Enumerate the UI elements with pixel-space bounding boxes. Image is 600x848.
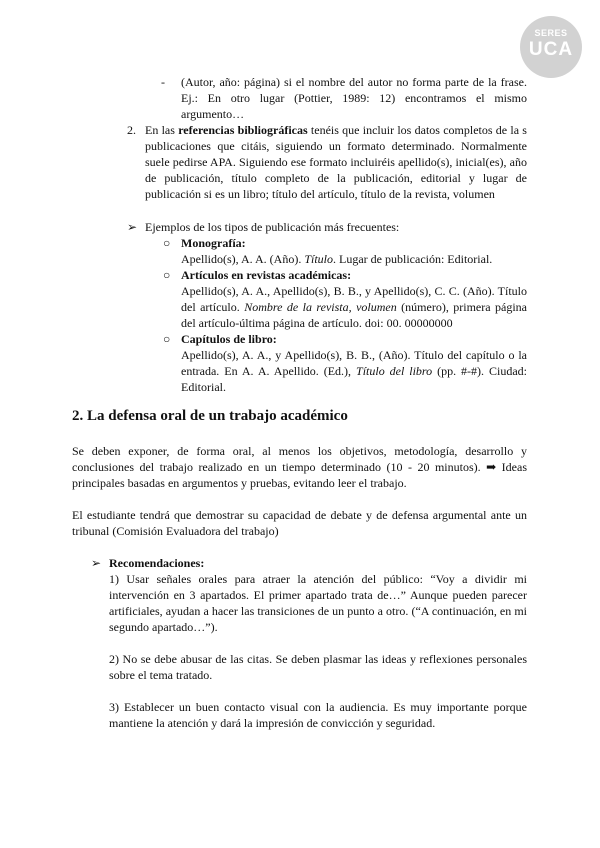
arrow-bullet-icon: ➢ bbox=[91, 556, 102, 570]
bold-term: referencias bibliográficas bbox=[178, 123, 308, 137]
example-body: Apellido(s), A. A., y Apellido(s), B. B., (Año). Título del capítulo o la entrada. En A. A. Apellido. (Ed.), Título del libro (pp. #-#). Ciudad: Editorial. bbox=[181, 348, 527, 394]
recommendations-title: Recomendaciones: bbox=[109, 556, 205, 570]
list-number: 2. bbox=[127, 123, 136, 137]
example-body: Apellido(s), A. A. (Año). Título. Lugar de publicación: Editorial. bbox=[181, 252, 493, 266]
example-title: Capítulos de libro: bbox=[181, 332, 277, 346]
circle-bullet-icon: ○ bbox=[163, 268, 171, 282]
recommendation-item: 3) Establecer un buen contacto visual con la audiencia. Es muy importante porque mantiene la atención y dará la impresión de convicción y seguridad. bbox=[109, 700, 527, 730]
section-paragraph-2: El estudiante tendrá que demostrar su capacidad de debate y de defensa argumental ante un tribunal (Comisión Evaluadora del trabajo) bbox=[72, 508, 527, 538]
logo-line-1: SERES bbox=[534, 28, 568, 38]
examples-intro: Ejemplos de los tipos de publicación más frecuentes: bbox=[145, 220, 400, 234]
references-paragraph: En las referencias bibliográficas tenéis que incluir los datos completos de la s publicaciones que citáis, siguiendo un formato determinado. Normalmente suele pedirse APA. Siguiendo ese formato incluiréis apellido(s), inicial(es), año de publicación, título completo de la publicación, editorial y lugar de publicación si es un libro; título del artículo, título de la revista, volumen bbox=[145, 123, 527, 201]
seres-uca-logo bbox=[520, 16, 582, 78]
section-heading: 2. La defensa oral de un trabajo académico bbox=[72, 408, 348, 424]
dash-item-text: (Autor, año: página) si el nombre del autor no forma parte de la frase. Ej.: En otro lugar (Pottier, 1989: 12) encontramos el mismo argumento… bbox=[181, 75, 527, 121]
example-body: Apellido(s), A. A., Apellido(s), B. B., y Apellido(s), C. C. (Año). Título del artículo. Nombre de la revista, volumen (número), primera página del artículo-última página de artículo. doi: 00. 00000000 bbox=[181, 284, 528, 330]
circle-bullet-icon: ○ bbox=[163, 236, 171, 250]
arrow-bullet-icon: ➢ bbox=[127, 220, 138, 234]
example-title: Artículos en revistas académicas: bbox=[181, 268, 352, 282]
recommendation-item: 1) Usar señales orales para atraer la atención del público: “Voy a dividir mi intervención en 3 apartados. El primer apartado trata de…” Aunque pueden parecer artificiales, ayudan a hacer las transiciones de un punto a otro. (“A continuación, en mi segundo apartado…”). bbox=[109, 572, 527, 634]
logo-line-2: UCA bbox=[528, 39, 574, 60]
section-paragraph-1: Se deben exponer, de forma oral, al menos los objetivos, metodología, desarrollo y conclusiones del trabajo realizado en un tiempo determinado (10 - 20 minutos). ➡ Ideas principales basadas en argumentos y pruebas, evitando leer el trabajo. bbox=[72, 444, 527, 490]
circle-bullet-icon: ○ bbox=[163, 332, 171, 346]
dash-marker: - bbox=[161, 75, 165, 89]
example-title: Monografía: bbox=[181, 236, 246, 250]
recommendation-item: 2) No se debe abusar de las citas. Se deben plasmar las ideas y reflexiones personales sobre el tema tratado. bbox=[109, 652, 527, 682]
